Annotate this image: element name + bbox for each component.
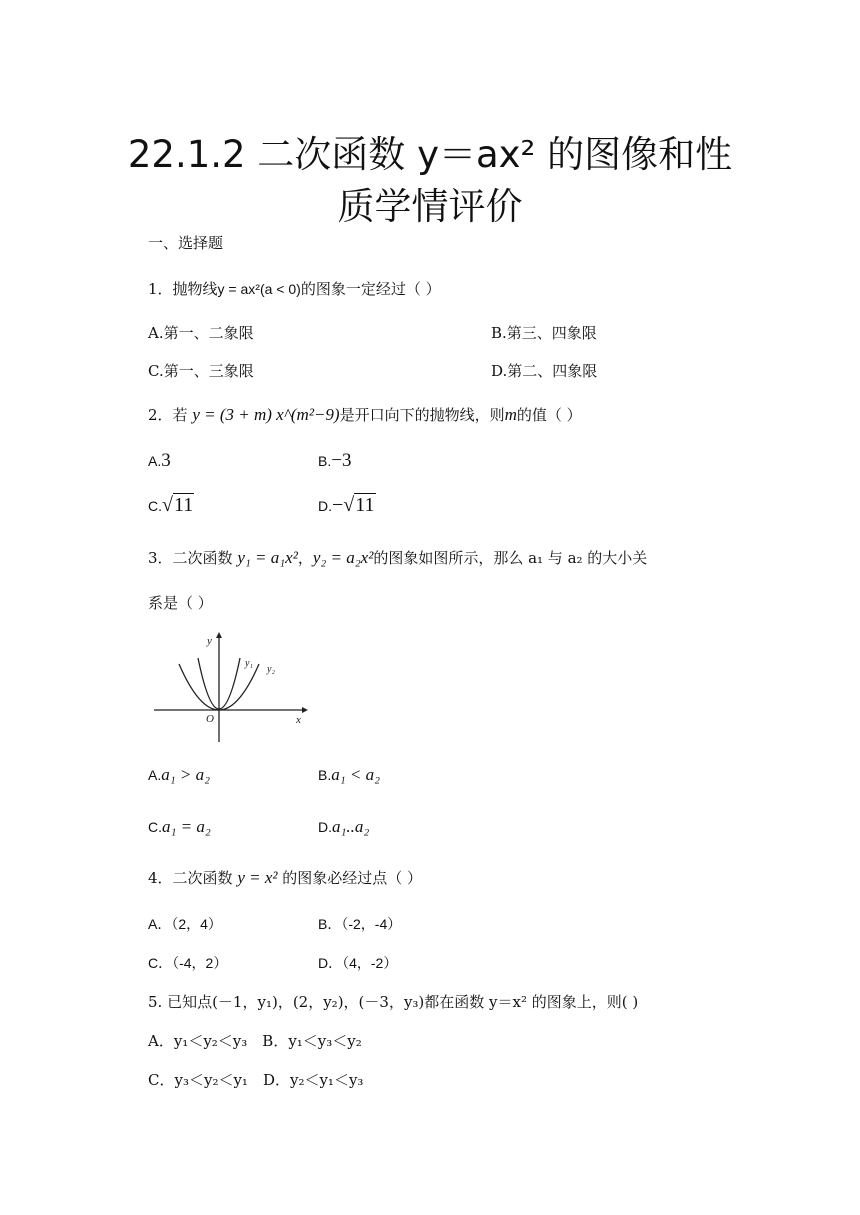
q2-option-c-label: C. (148, 498, 162, 514)
curve-y1-label: y₁ (245, 658, 253, 669)
q3-parabola-figure (150, 628, 310, 746)
q2-option-b-value: −3 (331, 450, 352, 471)
q3-prefix: 3．二次函数 (148, 549, 233, 567)
q4-option-c: C．（-4，2） (148, 955, 228, 971)
origin-label: O (206, 713, 214, 725)
minus-sign: −√ (332, 494, 355, 516)
q1-option-b: B.第三、四象限 (491, 324, 597, 342)
sqrt-sign: √ (162, 494, 173, 516)
q5-options-row-2: C．y₃＜y₂＜y₁ D．y₂＜y₁＜y₃ (148, 1071, 364, 1089)
q1-option-a: A.第一、二象限 (148, 324, 254, 342)
q3-option-b (318, 765, 380, 785)
question-5: 5. 已知点(－1，y₁)，(2，y₂)，(－3，y₃)都在函数 y＝x² 的图象上，则( ) (148, 993, 639, 1011)
q2-option-d-label: D. (318, 498, 332, 514)
q2-option-a-value: 3 (161, 450, 171, 471)
q2-suffix: 是开口向下的抛物线，则 (339, 406, 505, 424)
q3-option-b-label: B. (318, 767, 332, 783)
q3-formula-1: y₁ = a₁x² (237, 548, 298, 567)
q2-formula: y = (3 + m) x^(m²−9) (192, 405, 340, 424)
q3-option-a-label: A. (148, 767, 162, 783)
q2-option-b-label: B. (318, 453, 332, 469)
q1-option-d: D.第二、四象限 (491, 362, 598, 380)
q1-formula: y = ax²(a < 0) (217, 281, 301, 297)
q4-option-a: A．（2，4） (148, 916, 222, 932)
x-axis-arrow (302, 707, 308, 713)
q4-suffix: 的图象必经过点（ ） (282, 869, 423, 887)
q4-option-d: D．（4，-2） (318, 955, 398, 971)
q3-option-a (148, 765, 210, 785)
q3-suffix: 的图象如图所示，那么 a₁ 与 a₂ 的大小关 (373, 549, 648, 567)
q3-option-c (148, 817, 211, 837)
x-axis-label: x (296, 714, 301, 726)
y-axis-label: y (207, 635, 212, 647)
page-title-line-1: 22.1.2 二次函数 y＝ax² 的图像和性 (127, 133, 733, 176)
q3-option-b-value: a₁ < a₂ (331, 765, 381, 784)
q2-option-c (148, 494, 194, 517)
section-heading: 一、选择题 (148, 234, 224, 252)
q2-option-a-label: A. (148, 453, 162, 469)
q3-sep: ， (297, 549, 313, 567)
curve-y2-label: y₂ (267, 664, 275, 675)
q3-option-d-value: a₁..a₂ (332, 817, 370, 836)
q1-suffix: 的图象一定经过（ ） (300, 280, 441, 298)
q2-option-c-value: 11 (173, 494, 194, 516)
q3-option-a-value: a₁ > a₂ (161, 765, 211, 784)
q5-options-row-1: A．y₁＜y₂＜y₃ B．y₁＜y₃＜y₂ (148, 1032, 362, 1050)
q2-option-d-value: 11 (355, 494, 375, 516)
question-3 (148, 547, 647, 568)
question-4 (148, 867, 422, 888)
q4-formula: y = x² (237, 868, 278, 887)
q2-option-c-radicand (173, 494, 194, 517)
question-1 (148, 278, 441, 299)
q4-option-b: B．（-2，-4） (318, 916, 402, 932)
q2-var: m (504, 405, 517, 424)
q2-option-a (148, 450, 171, 472)
q2-prefix: 2．若 (148, 406, 188, 424)
q4-prefix: 4．二次函数 (148, 869, 233, 887)
q2-option-d-radicand (354, 494, 375, 517)
question-2 (148, 404, 582, 425)
q3-option-d-label: D. (318, 819, 332, 835)
q3-option-c-label: C. (148, 819, 162, 835)
q3-option-d (318, 817, 369, 837)
q2-end: 的值（ ） (516, 406, 582, 424)
q1-prefix: 1．抛物线 (148, 280, 218, 298)
q2-option-b (318, 450, 351, 472)
q3-stem-line-2: 系是（ ） (148, 594, 213, 612)
q3-option-c-value: a₁ = a₂ (162, 817, 211, 836)
page-title-line-2: 质学情评价 (337, 185, 523, 228)
y-axis-arrow (216, 632, 222, 638)
q2-option-d (318, 494, 376, 517)
q3-formula-2: y₂ = a₂x² (312, 548, 374, 567)
q1-option-c: C.第一、三象限 (148, 362, 254, 380)
